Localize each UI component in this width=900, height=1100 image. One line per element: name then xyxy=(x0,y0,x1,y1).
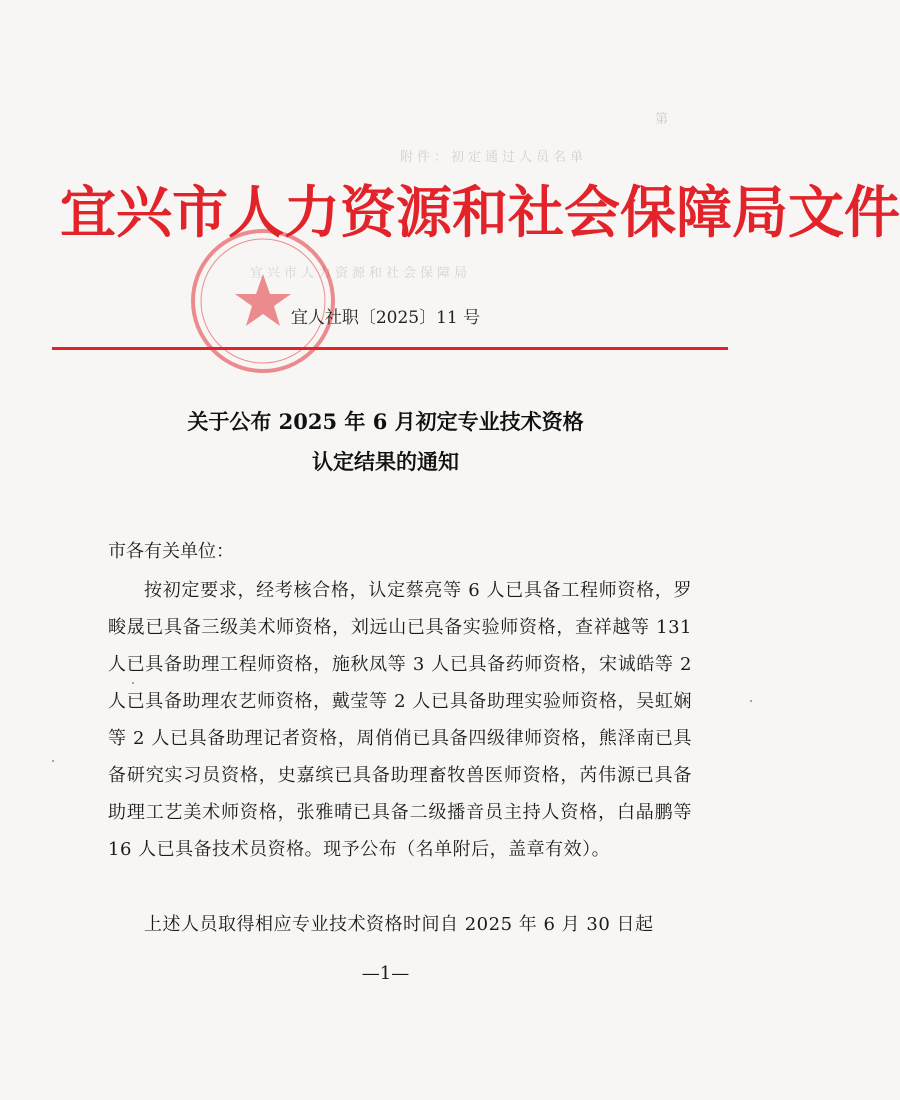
notice-title-line-2: 认定结果的通知 xyxy=(312,449,459,474)
notice-title-line-1: 关于公布 2025 年 6 月初定专业技术资格 xyxy=(187,409,584,434)
page-number: —1— xyxy=(361,963,410,984)
body-paragraph: 按初定要求，经考核合格，认定蔡亮等 6 人已具备工程师资格，罗畯晟已具备三级美术师资格，刘远山已具备实验师资格，查祥越等 131 人已具备助理工程师资格，施秋凤等 3 人已具备药师资格，宋诚皓等 2 人已具备助理农艺师资格，戴莹等 2 人已具备助理实验师资格，吴虹娴等 2 人已具备助理记者资格，周俏俏已具备四级律师资格，熊泽南已具备研究实习员资格，史嘉缤已具备助理畜牧兽医师资格，芮伟源已具备助理工艺美术师资格，张雅晴已具备二级播音员主持人资格，白晶鹏等 16 人已具备技术员资格。现予公布（名单附后，盖章有效）。 xyxy=(108,580,692,860)
red-official-seal-icon xyxy=(188,226,338,376)
masthead-divider xyxy=(52,347,728,350)
bleed-through-text: 宜兴市人力资源和社会保障局 xyxy=(250,266,472,281)
scan-speck xyxy=(52,760,54,762)
scan-speck xyxy=(132,682,134,684)
document-number: 宜人社职〔2025〕11 号 xyxy=(290,308,481,328)
body-paragraph: 上述人员取得相应专业技术资格时间自 2025 年 6 月 30 日起 xyxy=(144,914,654,935)
bleed-through-text: 附件：初定通过人员名单 xyxy=(400,150,588,165)
document-masthead: 宜兴市人力资源和社会保障局文件 xyxy=(60,180,900,246)
scan-speck xyxy=(750,700,752,702)
bleed-through-text: 第 xyxy=(655,112,669,127)
salutation: 市各有关单位： xyxy=(108,541,234,562)
